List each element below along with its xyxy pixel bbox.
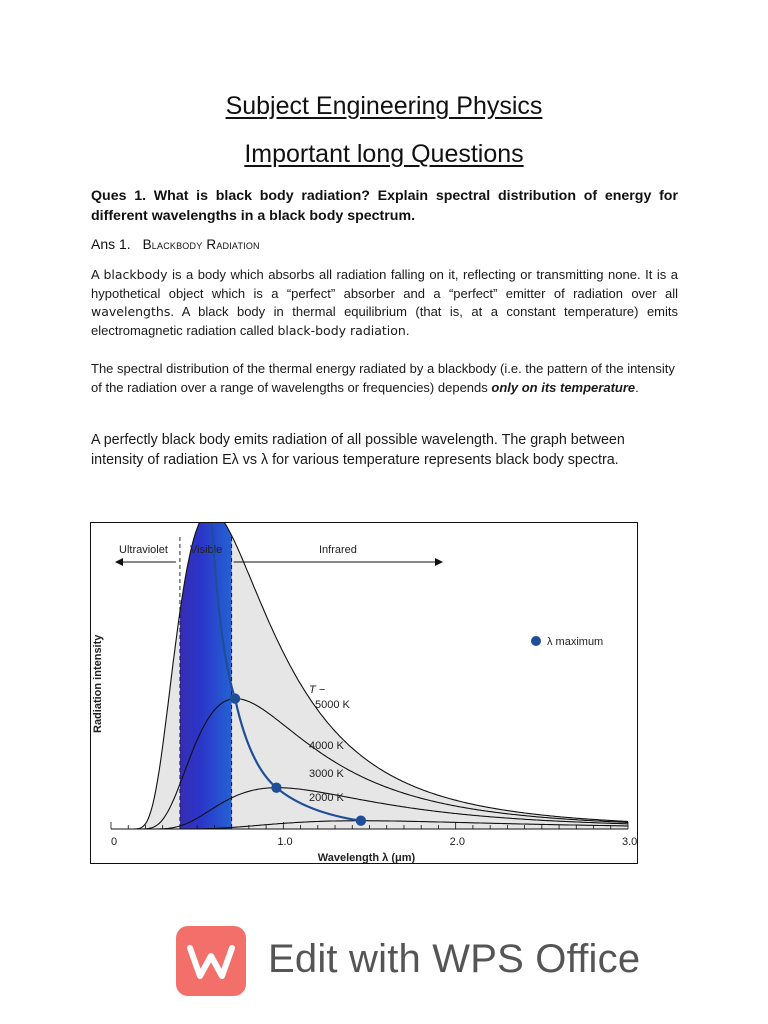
para1-link-wavelengths: wavelengths [91, 304, 171, 319]
para2-text-c: . [635, 379, 639, 395]
para1-text-g: . [405, 322, 410, 338]
series-label-3000: 3000 K [309, 768, 344, 780]
wps-w-glyph [176, 926, 246, 996]
y-axis-label: Radiation intensity [92, 634, 104, 733]
series-label-2000: 2000 K [309, 792, 344, 804]
temperature-prefix-label: T − [309, 684, 326, 696]
legend-label: λ maximum [547, 636, 604, 648]
x-tick-label: 0 [111, 836, 118, 848]
region-label-ultraviolet: Ultraviolet [119, 544, 168, 556]
para2-emphasis: only on its temperature [491, 379, 636, 395]
series-label-4000: 4000 K [309, 740, 344, 752]
region-label-visible: Visible [190, 544, 223, 556]
peak-marker-3000 [271, 782, 281, 792]
wps-edit-banner[interactable]: Edit with WPS Office [268, 937, 641, 981]
wps-logo-icon[interactable] [176, 926, 246, 996]
x-axis-label: Wavelength λ (μm) [317, 852, 416, 864]
para1-text-e: . A black body in thermal equilibrium (that is, at a constant temperature) emits electromagnetic radiation called [91, 304, 678, 338]
answer-label: Ans 1. [91, 236, 131, 252]
paragraph-spectra-graph: A perfectly black body emits radiation of all possible wavelength. The graph between intensity of radiation Eλ vs λ for various temperature represents black body spectra. [91, 432, 625, 468]
paragraph-definition [91, 266, 678, 340]
region-label-infrared: Infrared [319, 544, 357, 556]
answer-topic: Blackbody Radiation [142, 237, 260, 252]
paragraph-spectral-distribution [91, 360, 678, 397]
legend-marker [531, 636, 541, 646]
question-1: Ques 1. What is black body radiation? Explain spectral distribution of energy for different wavelengths in a black body spectrum. [91, 188, 678, 224]
para1-link-blackbody: blackbody [103, 267, 168, 282]
para2-text-a: The spectral distribution of the thermal energy radiated by a blackbody (i.e. the pattern of the intensity of the radiation over a range of wavelengths or frequencies) depends [91, 361, 675, 395]
para1-link-blackbody-radiation: black-body radiation [277, 322, 406, 338]
answer-heading [91, 236, 260, 252]
x-tick-label: 2.0 [449, 836, 465, 848]
series-label-5000: 5000 K [315, 699, 350, 711]
para1-text-a: A [91, 267, 104, 282]
blackbody-spectrum-chart [90, 522, 638, 864]
peak-marker-2000 [356, 816, 366, 826]
ultraviolet-arrowhead [115, 558, 123, 566]
section-title: Important long Questions [244, 140, 524, 168]
para1-text-c: is a body which absorbs all radiation falling on it, reflecting or transmitting none. It is a hypothetical object which is a “perfect” absorber and a “perfect” emitter of radiation over all [91, 267, 678, 301]
chart-canvas [91, 523, 639, 865]
peak-marker-4000 [230, 693, 240, 703]
x-tick-label: 3.0 [622, 836, 638, 848]
infrared-arrowhead [435, 558, 443, 566]
x-tick-label: 1.0 [277, 836, 293, 848]
subject-title: Subject Engineering Physics [225, 92, 543, 120]
